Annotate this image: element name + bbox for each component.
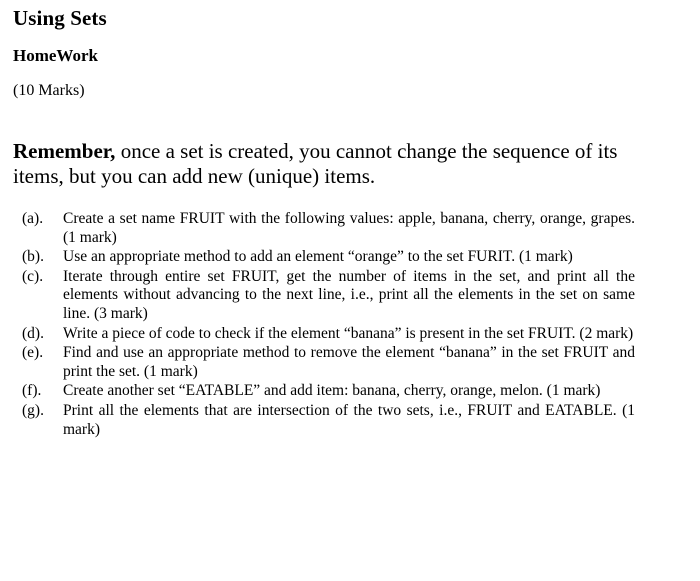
total-marks: (10 Marks) xyxy=(13,82,85,99)
question-text: Find and use an appropriate method to remove the element “banana” in the set FRUIT and print the set. (1 mark) xyxy=(63,344,635,380)
remember-text: once a set is created, you cannot change the sequence of its items, but you can add new (unique) items. xyxy=(13,139,618,188)
question-text: Use an appropriate method to add an element “orange” to the set FURIT. (1 mark) xyxy=(63,248,573,266)
question-label: (g). xyxy=(22,401,44,419)
remember-note xyxy=(13,139,643,189)
question-label: (c). xyxy=(22,267,44,285)
question-item-f xyxy=(22,382,635,401)
remember-lead: Remember, xyxy=(13,139,116,163)
question-list xyxy=(22,210,635,440)
question-text: Create another set “EATABLE” and add item: banana, cherry, orange, melon. (1 mark) xyxy=(63,382,601,400)
question-text: Write a piece of code to check if the element “banana” is present in the set FRUIT. (2 mark) xyxy=(63,324,634,342)
page-title: Using Sets xyxy=(13,6,107,30)
question-text: Print all the elements that are intersection of the two sets, i.e., FRUIT and EATABLE. (1 mark) xyxy=(63,401,635,438)
question-label: (f). xyxy=(22,382,42,400)
question-text: Create a set name FRUIT with the following values: apple, banana, cherry, orange, grapes. (1 mark) xyxy=(63,210,635,246)
question-text: Iterate through entire set FRUIT, get the number of items in the set, and print all the elements without advancing to the next line, i.e., print all the elements in the set on same line. (3 mark) xyxy=(63,267,635,322)
question-item-d xyxy=(22,325,635,344)
question-label: (a). xyxy=(22,210,44,227)
question-label: (d). xyxy=(22,324,44,342)
question-item-a xyxy=(22,210,635,247)
question-item-g xyxy=(22,402,635,439)
page-subtitle: HomeWork xyxy=(13,46,98,65)
question-item-b xyxy=(22,248,635,267)
question-label: (e). xyxy=(22,344,44,362)
question-item-e xyxy=(22,344,635,381)
question-item-c xyxy=(22,268,635,324)
question-label: (b). xyxy=(22,248,44,266)
